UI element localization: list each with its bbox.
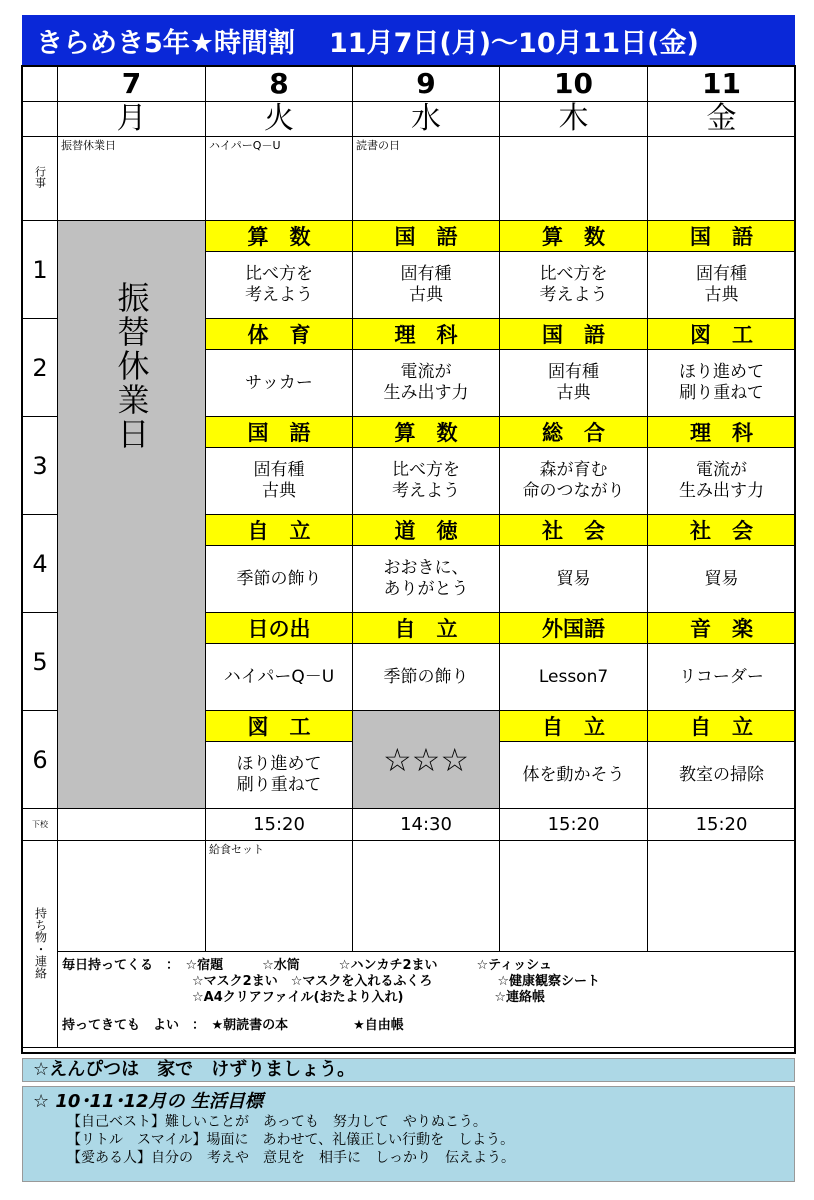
lesson-topic: 教室の掃除 <box>648 742 796 809</box>
bring-cell <box>58 841 206 952</box>
lesson-topic: 季節の飾り <box>353 644 500 711</box>
subject-label: 社 会 <box>500 515 648 546</box>
goals-heading: ☆ 10･11･12月の 生活目標 <box>33 1091 263 1112</box>
day-number: 11 <box>648 67 796 102</box>
subject-label: 国 語 <box>353 221 500 252</box>
leave-time: 15:20 <box>206 809 353 841</box>
event-cell <box>648 137 796 221</box>
lesson-topic: 電流が 生み出す力 <box>353 350 500 417</box>
page-title: きらめき5年★時間割 <box>36 27 295 59</box>
lesson-topic: 体を動かそう <box>500 742 648 809</box>
subject-label: 総 合 <box>500 417 648 448</box>
leave-row-label: 下校 <box>23 809 58 841</box>
subject-label: 国 語 <box>648 221 796 252</box>
weekday: 金 <box>648 102 796 137</box>
lesson-topic: ハイパーQ－U <box>206 644 353 711</box>
subject-label: 外国語 <box>500 613 648 644</box>
weekday: 水 <box>353 102 500 137</box>
subject-label: 体 育 <box>206 319 353 350</box>
period-number: 5 <box>23 613 58 711</box>
day-number: 7 <box>58 67 206 102</box>
event-cell: 読書の日 <box>353 137 500 221</box>
subject-label: 自 立 <box>206 515 353 546</box>
lesson-topic: 貿易 <box>648 546 796 613</box>
subject-label: 道 徳 <box>353 515 500 546</box>
lesson-topic: 固有種 古典 <box>648 252 796 319</box>
lesson-topic: 比べ方を 考えよう <box>500 252 648 319</box>
subject-label: 自 立 <box>648 711 796 742</box>
day-number: 9 <box>353 67 500 102</box>
lesson-topic: 固有種 古典 <box>500 350 648 417</box>
daily-line: 毎日持ってくる ： ☆宿題 ☆水筒 ☆ハンカチ2まい ☆ティッシュ <box>62 958 552 973</box>
event-cell: ハイパーQ－U <box>206 137 353 221</box>
lesson-topic: 貿易 <box>500 546 648 613</box>
date-range: 11月7日(月)～10月11日(金) <box>329 27 699 59</box>
subject-label: 算 数 <box>206 221 353 252</box>
subject-label: 自 立 <box>500 711 648 742</box>
subject-label: 理 科 <box>353 319 500 350</box>
event-cell <box>500 137 648 221</box>
subject-label: 算 数 <box>353 417 500 448</box>
weekday: 月 <box>58 102 206 137</box>
timetable <box>22 66 796 1048</box>
lesson-topic: 季節の飾り <box>206 546 353 613</box>
weekday: 火 <box>206 102 353 137</box>
period-number: 2 <box>23 319 58 417</box>
goal-item: 【自己ベスト】難しいことが あっても 努力して やりぬこう。 <box>67 1114 487 1130</box>
title-bar <box>22 15 795 65</box>
bring-row-label: 持ち物・連絡 <box>23 841 58 1048</box>
subject-label: 社 会 <box>648 515 796 546</box>
leave-time: 14:30 <box>353 809 500 841</box>
lesson-topic: 固有種 古典 <box>206 448 353 515</box>
bring-cell <box>353 841 500 952</box>
subject-label: 国 語 <box>206 417 353 448</box>
stars-cell: ☆☆☆ <box>353 711 500 809</box>
leave-time <box>58 809 206 841</box>
holiday-column <box>58 221 206 809</box>
weekday: 木 <box>500 102 648 137</box>
lesson-topic: リコーダー <box>648 644 796 711</box>
day-number: 8 <box>206 67 353 102</box>
daily-line: ☆マスク2まい ☆マスクを入れるふくろ ☆健康観察シート <box>62 974 601 989</box>
daily-line: ☆A4クリアファイル(おたより入れ) ☆連絡帳 <box>62 990 546 1005</box>
daily-items <box>58 952 796 1048</box>
subject-label: 音 楽 <box>648 613 796 644</box>
day-number: 10 <box>500 67 648 102</box>
corner-cell <box>23 102 58 137</box>
leave-time: 15:20 <box>648 809 796 841</box>
period-number: 6 <box>23 711 58 809</box>
lesson-topic: サッカー <box>206 350 353 417</box>
holiday-label: 振替休業日 <box>112 281 151 451</box>
lesson-topic: ほり進めて 刷り重ねて <box>648 350 796 417</box>
corner-cell <box>23 67 58 102</box>
subject-label: 国 語 <box>500 319 648 350</box>
period-number: 3 <box>23 417 58 515</box>
goal-item: 【リトル スマイル】場面に あわせて、礼儀正しい行動を しよう。 <box>67 1132 515 1148</box>
lesson-topic: ほり進めて 刷り重ねて <box>206 742 353 809</box>
lesson-topic: 森が育む 命のつながり <box>500 448 648 515</box>
life-goals <box>22 1086 795 1182</box>
leave-time: 15:20 <box>500 809 648 841</box>
event-cell: 振替休業日 <box>58 137 206 221</box>
event-row-label: 行事 <box>23 137 58 221</box>
lesson-topic: 比べ方を 考えよう <box>353 448 500 515</box>
lesson-topic: 固有種 古典 <box>353 252 500 319</box>
bring-cell <box>500 841 648 952</box>
subject-label: 図 工 <box>206 711 353 742</box>
period-number: 4 <box>23 515 58 613</box>
goal-item: 【愛ある人】自分の 考えや 意見を 相手に しっかり 伝えよう。 <box>67 1150 515 1166</box>
subject-label: 図 工 <box>648 319 796 350</box>
subject-label: 理 科 <box>648 417 796 448</box>
bring-cell: 給食セット <box>206 841 353 952</box>
pencil-note: ☆えんぴつは 家で けずりましょう。 <box>22 1058 795 1082</box>
daily-line: 持ってきても よい ： ★朝読書の本 ★自由帳 <box>62 1018 404 1033</box>
lesson-topic: おおきに、 ありがとう <box>353 546 500 613</box>
subject-label: 日の出 <box>206 613 353 644</box>
lesson-topic: Lesson7 <box>500 644 648 711</box>
bring-cell <box>648 841 796 952</box>
subject-label: 自 立 <box>353 613 500 644</box>
lesson-topic: 比べ方を 考えよう <box>206 252 353 319</box>
subject-label: 算 数 <box>500 221 648 252</box>
lesson-topic: 電流が 生み出す力 <box>648 448 796 515</box>
period-number: 1 <box>23 221 58 319</box>
